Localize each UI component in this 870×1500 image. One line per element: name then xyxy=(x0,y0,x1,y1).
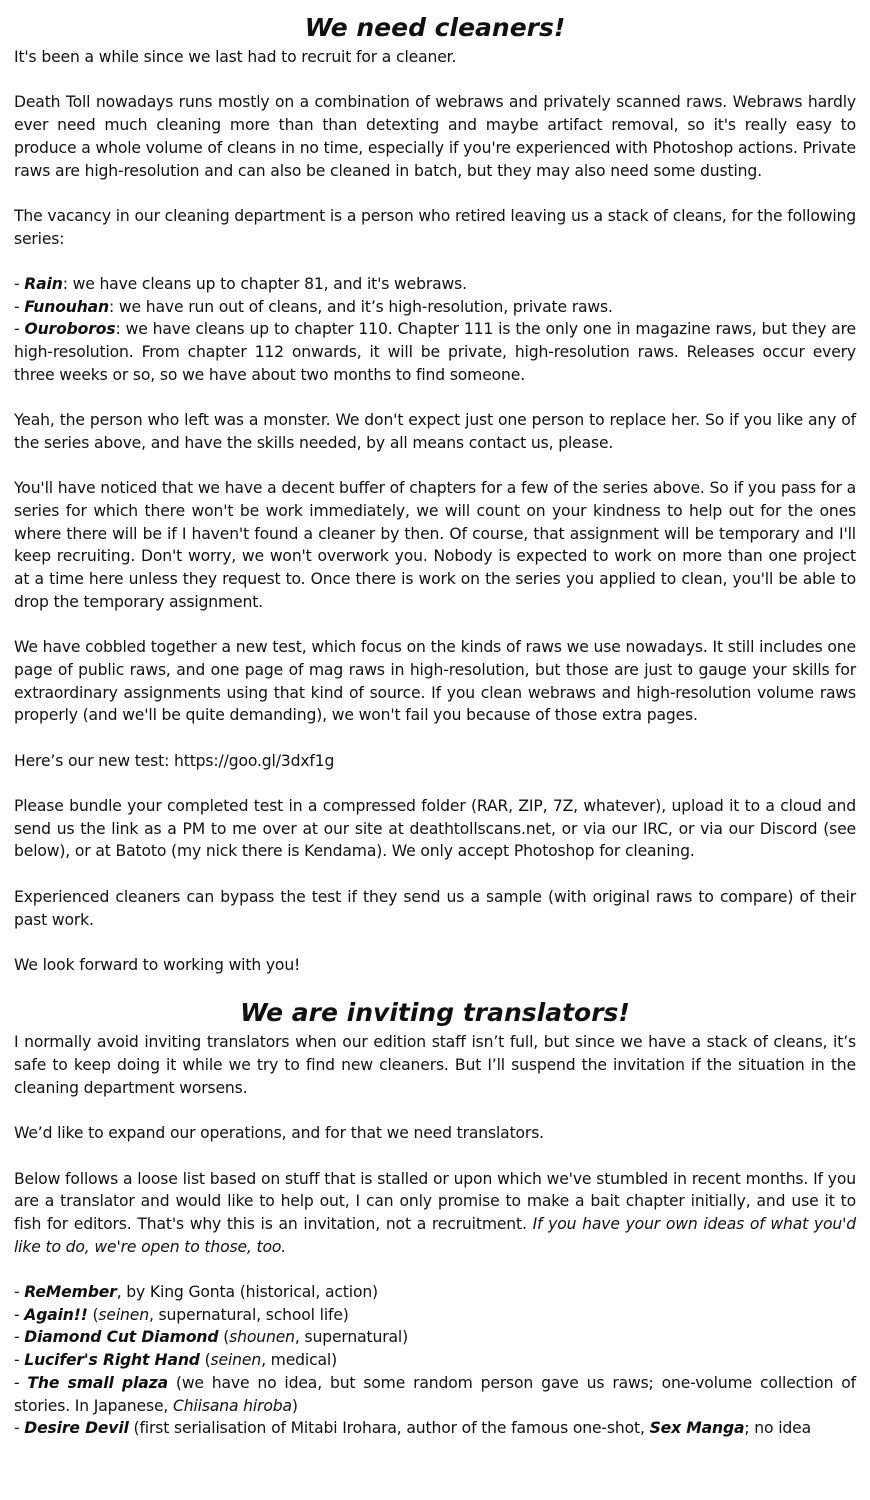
paragraph: It's been a while since we last had to recruit for a cleaner. xyxy=(14,48,457,66)
translators-heading: We are inviting translators! xyxy=(240,998,630,1028)
series-title: Lucifer's Right Hand xyxy=(24,1351,200,1370)
paragraph: We’d like to expand our operations, and for that we need translators. xyxy=(14,1124,544,1143)
series-title: ReMember xyxy=(24,1283,117,1302)
translators-section xyxy=(14,995,856,1440)
paragraph: Death Toll nowadays runs mostly on a combination of webraws and privately scanned raws. Webraws hardly ever need much cleaning more than than detexting and maybe artifact removal, so it's really easy to produce a whole volume of cleans in no time, especially if you're experienced with Photoshop actions. Private raws are high-resolution and can also be cleaned in batch, but they may also need some dusting. xyxy=(14,93,856,180)
list-item: - Desire Devil (first serialisation of Mitabi Irohara, author of the famous one-shot, Sex Manga; no idea xyxy=(14,1419,811,1438)
paragraph: We look forward to working with you! xyxy=(14,955,301,974)
cleaners-section xyxy=(14,10,856,977)
series-title: Rain xyxy=(24,274,63,293)
paragraph: You'll have noticed that we have a decent buffer of chapters for a few of the series above. So if you pass for a series for which there won't be work immediately, we will count on your kindness to help out for the ones where there will be if I haven't found a cleaner by then. Of course, that assignment will be temporary and I'll keep recruiting. Don't worry, we won't overwork you. Nobody is expected to work on more than one project at a time here unless they request to. Once there is work on the series you applied to clean, you'll be able to drop the temporary assignment. xyxy=(14,479,856,611)
list-item: - Rain: we have cleans up to chapter 81, and it's webraws. xyxy=(14,274,467,293)
paragraph: Experienced cleaners can bypass the test if they send us a sample (with original raws to compare) of their past work. xyxy=(14,887,856,929)
list-item: - Lucifer's Right Hand (seinen, medical) xyxy=(14,1351,338,1370)
paragraph: The vacancy in our cleaning department is a person who retired leaving us a stack of cleans, for the following series: xyxy=(14,206,856,248)
series-title: Again!! xyxy=(24,1305,88,1324)
cleaners-heading: We need cleaners! xyxy=(304,13,566,42)
paragraph: We have cobbled together a new test, which focus on the kinds of raws we use nowadays. It still includes one page of public raws, and one page of mag raws in high-resolution, but those are just to gauge your skills for extraordinary assignments using that kind of source. If you clean webraws and high-resolution volume raws properly (and we'll be quite demanding), we won't fail you because of those extra pages. xyxy=(14,638,856,725)
paragraph: Below follows a loose list based on stuff that is stalled or upon which we've stumbled in recent months. If you are a translator and would like to help out, I can only promise to make a bait chapter initially, and use it to fish for editors. That's why this is an invitation, not a recruitment. If you have your own ideas of what you'd like to do, we're open to those, too. xyxy=(14,1169,856,1256)
list-item: - ReMember, by King Gonta (historical, action) xyxy=(14,1283,378,1302)
series-list xyxy=(14,273,856,387)
series-title: Funouhan xyxy=(24,297,109,316)
series-title: Diamond Cut Diamond xyxy=(24,1328,219,1347)
list-item: - Again!! (seinen, supernatural, school life) xyxy=(14,1305,349,1324)
list-item: - Ouroboros: we have cleans up to chapter 110. Chapter 111 is the only one in magazine raws, but they are high-resolution. From chapter 112 onwards, it will be private, high-resolution raws. Releases occur every three weeks or so, so we have about two months to find someone. xyxy=(14,320,856,384)
list-item: - The small plaza (we have no idea, but some random person gave us raws; one-volume collection of stories. In Japanese, Chiisana hiroba) xyxy=(14,1373,856,1415)
translation-list xyxy=(14,1281,856,1440)
series-title: Sex Manga xyxy=(649,1419,745,1438)
paragraph: Yeah, the person who left was a monster. We don't expect just one person to replace her. So if you like any of the series above, and have the skills needed, by all means contact us, please. xyxy=(14,411,856,452)
paragraph: I normally avoid inviting translators when our edition staff isn’t full, but since we have a stack of cleans, it’s safe to keep doing it while we try to find new cleaners. But I’ll suspend the invitation if the situation in the cleaning department worsens. xyxy=(14,1033,856,1097)
test-link-paragraph: Here’s our new test: https://goo.gl/3dxf1g xyxy=(14,751,335,770)
list-item: - Diamond Cut Diamond (shounen, supernatural) xyxy=(14,1328,409,1347)
series-title: The small plaza xyxy=(27,1373,168,1392)
series-title: Ouroboros xyxy=(24,320,116,339)
list-item: - Funouhan: we have run out of cleans, and it’s high-resolution, private raws. xyxy=(14,297,613,316)
paragraph: Please bundle your completed test in a compressed folder (RAR, ZIP, 7Z, whatever), upload it to a cloud and send us the link as a PM to me over at our site at deathtollscans.net, or via our IRC, or via our Discord (see below), or at Batoto (my nick there is Kendama). We only accept Photoshop for cleaning. xyxy=(14,797,856,861)
series-title: Desire Devil xyxy=(24,1419,129,1438)
